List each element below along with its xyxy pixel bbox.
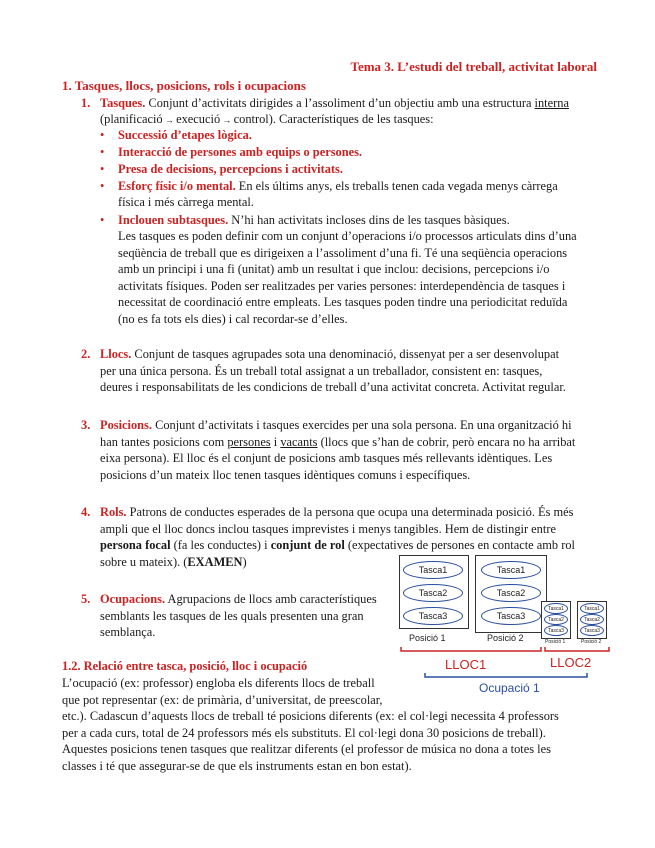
item-number-5: 5. — [81, 592, 91, 606]
task-ellipse: Tasca2 — [580, 614, 604, 625]
item-number-1: 1. — [81, 96, 91, 110]
term-tasques: Tasques. — [100, 96, 146, 110]
bullet-icon: • — [100, 179, 105, 193]
task-ellipse: Tasca1 — [580, 603, 604, 614]
term-posicions: Posicions. — [100, 418, 152, 432]
bullet-1: Successió d’etapes lògica. — [118, 128, 252, 142]
position-label-3: Posició 1 — [545, 639, 566, 645]
bracket-lines — [395, 555, 620, 695]
bullet-5: Inclouen subtasques. N’hi han activitats incloses dins de les tasques bàsiques. — [118, 213, 510, 227]
lloc1-label: LLOC1 — [445, 657, 487, 672]
task-ellipse: Tasca3 — [544, 625, 568, 636]
item-posicions: Posicions. Conjunt d’activitats i tasques exercides per una sola persona. En una organització hi han tantes posicions com persones i vacants (llocs que s’han de cobrir, però encara no ha arribat eixa persona). El lloc és el conjunt de posicions amb tasques més rellevants idèntiques. Les posicions d’un mateix lloc tenen tasques idèntiques comuns i específiques. — [100, 418, 576, 482]
bullet-3: Presa de decisions, percepcions i activitats. — [118, 162, 343, 176]
item-tasques-line2: (planificació → execució → control). Característiques de les tasques: — [100, 112, 434, 126]
item-number-4: 4. — [81, 505, 91, 519]
bullet-icon: • — [100, 213, 105, 227]
section12-short: L’ocupació (ex: professor) engloba els diferents llocs de treball que pot representar (ex: de primària, d’universitat, de preescolar, — [62, 676, 383, 707]
section-heading-1: 1. Tasques, llocs, posicions, rols i ocupacions — [62, 78, 306, 93]
item-ocupacions: Ocupacions. Agrupacions de llocs amb característiques semblants les tasques de les quals presenten una gran semblança. — [100, 592, 377, 640]
position-label-2: Posició 2 — [487, 633, 524, 643]
page-header-title: Tema 3. L’estudi del treball, activitat laboral — [350, 59, 597, 74]
lloc2-label: LLOC2 — [550, 655, 592, 670]
item-rols: Rols. Patrons de conductes esperades de la persona que ocupa una determinada posició. És més ampli que el lloc doncs inclou tasques imprevistes i menys tangibles. Hem de distingir entre persona focal (fa les conductes) i conjunt de rol (expectatives de persones en contacte amb rol sobre u mateix). (EXAMEN) — [100, 505, 575, 569]
task-ellipse: Tasca1 — [544, 603, 568, 614]
bullet-4-cont: física i més càrrega mental. — [118, 195, 254, 209]
item-number-2: 2. — [81, 347, 91, 361]
task-ellipse: Tasca1 — [403, 561, 463, 579]
section-heading-1-2: 1.2. Relació entre tasca, posició, lloc i ocupació — [62, 659, 308, 673]
bullet-icon: • — [100, 162, 105, 176]
task-ellipse: Tasca1 — [481, 561, 541, 579]
item-llocs: Llocs. Conjunt de tasques agrupades sota una denominació, dissenyat per a ser desenvolupat per una única persona. És un treball total assignat a un treballador, consistent en: tasques, deures i responsabilitats de les condicions de treball d’una activitat concreta. Activitat regular. — [100, 347, 566, 395]
arrow-icon: → — [220, 115, 234, 125]
position-label-1: Posició 1 — [409, 633, 446, 643]
task-ellipse: Tasca3 — [580, 625, 604, 636]
term-rols: Rols. — [100, 505, 127, 519]
term-ocupacions: Ocupacions. — [100, 592, 166, 606]
task-ellipse: Tasca2 — [544, 614, 568, 625]
task-ellipse: Tasca2 — [403, 584, 463, 602]
section12-long: etc.). Cadascun d’aquests llocs de treball té posicions diferents (ex: el col·legi necessita 4 professors per a cada curs, total de 24 professors més els substituts. El col·legi dona 30 posicions de treball). Aquestes posicions tenen tasques que realitzar diferents (el professor de música no dona a totes les classes i té que assegurar-se de que els instruments estan en bon estat). — [62, 709, 559, 773]
bullet-icon: • — [100, 145, 105, 159]
item-number-3: 3. — [81, 418, 91, 432]
term-llocs: Llocs. — [100, 347, 132, 361]
bullet-2: Interacció de persones amb equips o persones. — [118, 145, 363, 159]
task-ellipse: Tasca2 — [481, 584, 541, 602]
arrow-icon: → — [162, 115, 177, 125]
ocupacio-label: Ocupació 1 — [479, 681, 540, 695]
bullet-icon: • — [100, 128, 105, 142]
task-ellipse: Tasca3 — [481, 607, 541, 625]
item-tasques-line1: Tasques. Conjunt d’activitats dirigides a l’assoliment d’un objectiu amb una estructura interna — [100, 96, 569, 110]
ocupacio-diagram — [395, 555, 620, 695]
bullet-4: Esforç físic i/o mental. En els últims anys, els treballs tenen cada vegada menys càrrega — [118, 179, 558, 193]
task-ellipse: Tasca3 — [403, 607, 463, 625]
position-label-4: Posició 2 — [581, 639, 602, 645]
tasques-paragraph: Les tasques es poden definir com un conjunt d’operacions i/o processos articulats dins d’una seqüència de treball que es dirigeixen a l’assoliment d’una fi. Té una seqüència operacions amb un principi i una fi (unitat) amb un resultat i que inclou: decisions, percepcions i/o activitats físiques. Poden ser realitzades per varies persones: interdependència de tasques i necessitat de coordinació entre empleats. Les tasques poden tindre una periodicitat reduïda (no es fa tots els dies) i cal recordar-se d’elles. — [118, 229, 577, 326]
